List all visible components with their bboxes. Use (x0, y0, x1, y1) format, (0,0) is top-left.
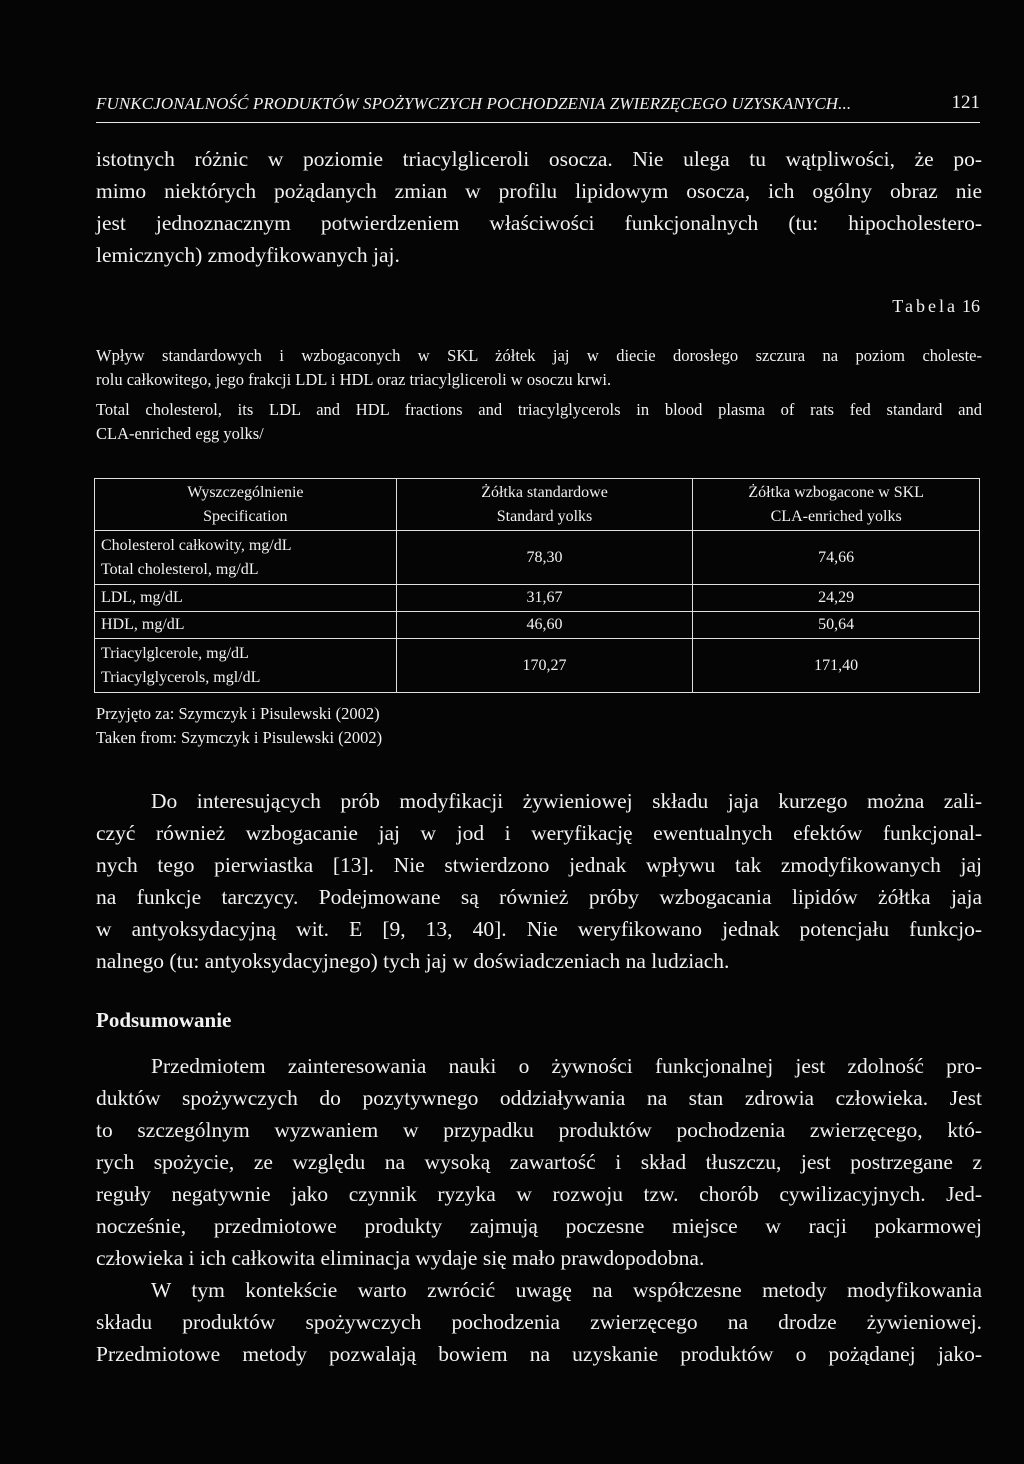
running-title: FUNKCJONALNOŚĆ PRODUKTÓW SPOŻYWCZYCH POCHODZENIA ZWIERZĘCEGO UZYSKANYCH... (96, 94, 852, 113)
table-caption-en (96, 398, 982, 446)
intro-paragraph (96, 143, 982, 271)
paragraph-iodine-vitamin-e (96, 785, 982, 977)
text-line: W tym kontekście warto zwrócić uwagę na współczesne metody modyfikowania (151, 1278, 982, 1302)
value-standard: 170,27 (396, 639, 693, 693)
page-number: 121 (951, 92, 980, 113)
text-line: nych tego pierwiastka [13]. Nie stwierdzono jednak wpływu tak zmodyfikowanych jaj (96, 853, 982, 877)
text-line: nalnego (tu: antyoksydacyjnego) tych jaj w doświadczeniach na ludziach. (96, 949, 730, 973)
table-label (892, 296, 980, 317)
value-enriched: 24,29 (693, 585, 980, 612)
table-header-row (95, 479, 980, 531)
text-line: nocześnie, przedmiotowe produkty zajmują poczesne miejsce w racji pokarmowej (96, 1214, 982, 1238)
text-line: człowieka i ich całkowita eliminacja wydaje się mało prawdopodobna. (96, 1246, 705, 1270)
row-label: HDL, mg/dL (95, 612, 397, 639)
table-source-note (96, 702, 382, 750)
source-line: Taken from: Szymczyk i Pisulewski (2002) (96, 728, 383, 747)
paragraph-summary (96, 1050, 982, 1274)
text-line: czyć również wzbogacanie jaj w jod i weryfikację ewentualnych efektów funkcjonal- (96, 821, 982, 845)
table-caption-pl (96, 344, 982, 392)
value-standard: 78,30 (396, 531, 693, 585)
text-line: Przedmiotowe metody pozwalają bowiem na uzyskanie produktów o pożądanej jako- (96, 1342, 982, 1366)
row-label: Cholesterol całkowity, mg/dL Total cholesterol, mg/dL (95, 531, 397, 585)
value-standard: 46,60 (396, 612, 693, 639)
caption-line: Wpływ standardowych i wzbogaconych w SKL żółtek jaj w diecie dorosłego szczura na poziom choleste- (96, 346, 982, 365)
text-line: lemicznych) zmodyfikowanych jaj. (96, 243, 400, 267)
text-line: składu produktów spożywczych pochodzenia zwierzęcego na drodze żywieniowej. (96, 1310, 982, 1334)
text-line: Do interesujących prób modyfikacji żywieniowej składu jaja kurzego można zali- (151, 789, 982, 813)
row-label: Triacylglcerole, mg/dL Triacylglycerols, mgl/dL (95, 639, 397, 693)
text-line: Przedmiotem zainteresowania nauki o żywności funkcjonalnej jest zdolność pro- (151, 1054, 982, 1078)
table-row (95, 585, 980, 612)
value-enriched: 50,64 (693, 612, 980, 639)
data-table (94, 478, 980, 693)
paragraph-context (96, 1274, 982, 1370)
table-label-number: 16 (962, 296, 980, 316)
running-header (96, 92, 980, 123)
caption-line: Total cholesterol, its LDL and HDL fractions and triacylglycerols in blood plasma of rats fed standard and (96, 400, 982, 419)
value-standard: 31,67 (396, 585, 693, 612)
text-line: duktów spożywczych do pozytywnego oddziaływania na stan zdrowia człowieka. Jest (96, 1086, 982, 1110)
header-cell-enriched: Żółtka wzbogacone w SKL CLA-enriched yolks (693, 479, 980, 531)
text-line: istotnych różnic w poziomie triacylgliceroli osocza. Nie ulega tu wątpliwości, że po- (96, 147, 982, 171)
header-cell-standard: Żółtka standardowe Standard yolks (396, 479, 693, 531)
table-row (95, 531, 980, 585)
text-line: w antyoksydacyjną wit. E [9, 13, 40]. Nie weryfikowano jednak potencjału funkcjo- (96, 917, 982, 941)
section-heading: Podsumowanie (96, 1008, 232, 1032)
header-cell-specification: Wyszczególnienie Specification (95, 479, 397, 531)
table-label-word: Tabela (892, 296, 958, 316)
table-row (95, 639, 980, 693)
text-line: rych spożycie, ze względu na wysoką zawartość i skład tłuszczu, jest postrzegane z (96, 1150, 982, 1174)
text-line: reguły negatywnie jako czynnik ryzyka w rozwoju tzw. chorób cywilizacyjnych. Jed- (96, 1182, 982, 1206)
table-row (95, 612, 980, 639)
caption-line: rolu całkowitego, jego frakcji LDL i HDL oraz triacylgliceroli w osoczu krwi. (96, 370, 612, 389)
text-line: mimo niektórych pożądanych zmian w profilu lipidowym osocza, ich ogólny obraz nie (96, 179, 982, 203)
value-enriched: 171,40 (693, 639, 980, 693)
caption-line: CLA-enriched egg yolks/ (96, 424, 264, 443)
text-line: jest jednoznacznym potwierdzeniem właściwości funkcjonalnych (tu: hipocholestero- (96, 211, 982, 235)
text-line: to szczególnym wyzwaniem w przypadku produktów pochodzenia zwierzęcego, któ- (96, 1118, 982, 1142)
row-label: LDL, mg/dL (95, 585, 397, 612)
source-line: Przyjęto za: Szymczyk i Pisulewski (2002) (96, 704, 380, 723)
value-enriched: 74,66 (693, 531, 980, 585)
text-line: na funkcje tarczycy. Podejmowane są również próby wzbogacania lipidów żółtka jaja (96, 885, 982, 909)
